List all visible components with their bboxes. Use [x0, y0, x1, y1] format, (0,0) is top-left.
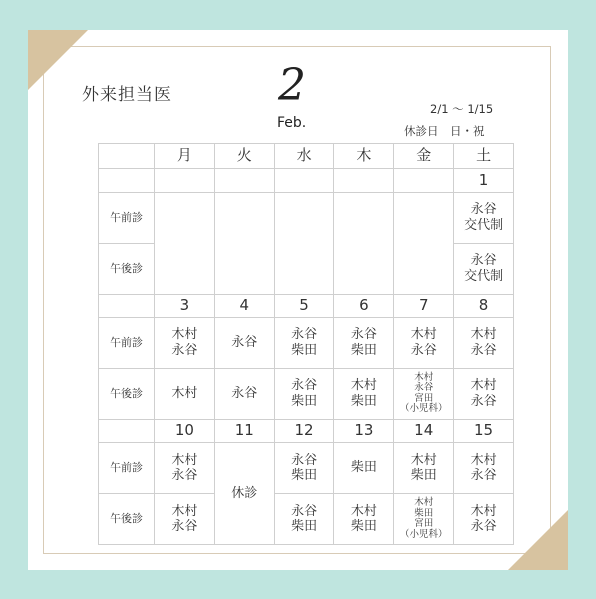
- date-row: [99, 294, 514, 317]
- session-label: 午後診: [99, 494, 155, 545]
- doctor-cell: 木村 永谷: [454, 368, 514, 419]
- date-cell: 8: [454, 294, 514, 317]
- doctor-cell: 木村 柴田: [334, 368, 394, 419]
- weekday-header: 水: [274, 144, 334, 169]
- doctor-cell: 永谷 柴田: [274, 368, 334, 419]
- date-cell: [155, 169, 215, 192]
- doctor-cell: 木村 柴田: [334, 494, 394, 545]
- date-cell: 7: [394, 294, 454, 317]
- doctor-cell: 柴田: [334, 443, 394, 494]
- date-cell: [334, 169, 394, 192]
- doctor-cell: 木村: [155, 368, 215, 419]
- date-cell: [274, 169, 334, 192]
- doctor-cell: 木村 永谷: [155, 494, 215, 545]
- doctor-cell: [274, 192, 334, 294]
- doctor-cell: 木村 柴田 宮田 （小児科）: [394, 494, 454, 545]
- date-cell: [214, 169, 274, 192]
- month-name: Feb.: [277, 115, 307, 131]
- corner-cell: [99, 144, 155, 169]
- date-cell: 5: [274, 294, 334, 317]
- doctor-cell: 永谷 柴田: [274, 443, 334, 494]
- date-row-label: [99, 294, 155, 317]
- doctor-cell: 木村 柴田: [394, 443, 454, 494]
- weekday-header: 月: [155, 144, 215, 169]
- date-cell: 13: [334, 419, 394, 442]
- weekday-header: 金: [394, 144, 454, 169]
- doctor-cell: 永谷: [214, 318, 274, 369]
- doctor-cell: [214, 192, 274, 294]
- session-label: 午前診: [99, 192, 155, 243]
- morning-row: [99, 443, 514, 494]
- date-cell: 6: [334, 294, 394, 317]
- doctor-cell: 永谷 柴田: [274, 494, 334, 545]
- afternoon-row: [99, 368, 514, 419]
- schedule-table: [98, 143, 514, 545]
- doctor-cell: 木村 永谷 宮田 （小児科）: [394, 368, 454, 419]
- doctor-cell: 永谷 柴田: [274, 318, 334, 369]
- session-label: 午後診: [99, 368, 155, 419]
- doctor-cell: [394, 192, 454, 294]
- doctor-cell: 永谷 交代制: [454, 243, 514, 294]
- doctor-cell: 永谷 交代制: [454, 192, 514, 243]
- weekday-header: 土: [454, 144, 514, 169]
- date-cell: 12: [274, 419, 334, 442]
- doctor-cell: 木村 永谷: [454, 318, 514, 369]
- page-title: 外来担当医: [82, 85, 172, 105]
- doctor-cell: 木村 永谷: [394, 318, 454, 369]
- morning-row: [99, 192, 514, 243]
- date-cell: 10: [155, 419, 215, 442]
- doctor-cell: [334, 192, 394, 294]
- date-cell: 14: [394, 419, 454, 442]
- doctor-cell: 休診: [214, 443, 274, 545]
- afternoon-row: [99, 494, 514, 545]
- morning-row: [99, 318, 514, 369]
- doctor-cell: 木村 永谷: [454, 443, 514, 494]
- date-cell: [394, 169, 454, 192]
- doctor-cell: 永谷: [214, 368, 274, 419]
- weekday-header-row: [99, 144, 514, 169]
- date-row-label: [99, 419, 155, 442]
- date-row-label: [99, 169, 155, 192]
- session-label: 午前診: [99, 443, 155, 494]
- holiday-note: 休診日 日・祝: [404, 124, 485, 138]
- corner-decoration-top-left: [28, 30, 88, 90]
- date-row: [99, 419, 514, 442]
- weekday-header: 木: [334, 144, 394, 169]
- month-number: 2: [278, 60, 306, 111]
- date-cell: 15: [454, 419, 514, 442]
- doctor-cell: [155, 192, 215, 294]
- doctor-cell: 永谷 柴田: [334, 318, 394, 369]
- date-row: [99, 169, 514, 192]
- weekday-header: 火: [214, 144, 274, 169]
- date-range: 2/1 ～ 1/15: [430, 102, 494, 116]
- session-label: 午前診: [99, 318, 155, 369]
- date-cell: 4: [214, 294, 274, 317]
- date-cell: 1: [454, 169, 514, 192]
- date-cell: 11: [214, 419, 274, 442]
- date-cell: 3: [155, 294, 215, 317]
- session-label: 午後診: [99, 243, 155, 294]
- corner-decoration-bottom-right: [508, 510, 568, 570]
- doctor-cell: 木村 永谷: [155, 443, 215, 494]
- doctor-cell: 木村 永谷: [454, 494, 514, 545]
- doctor-cell: 木村 永谷: [155, 318, 215, 369]
